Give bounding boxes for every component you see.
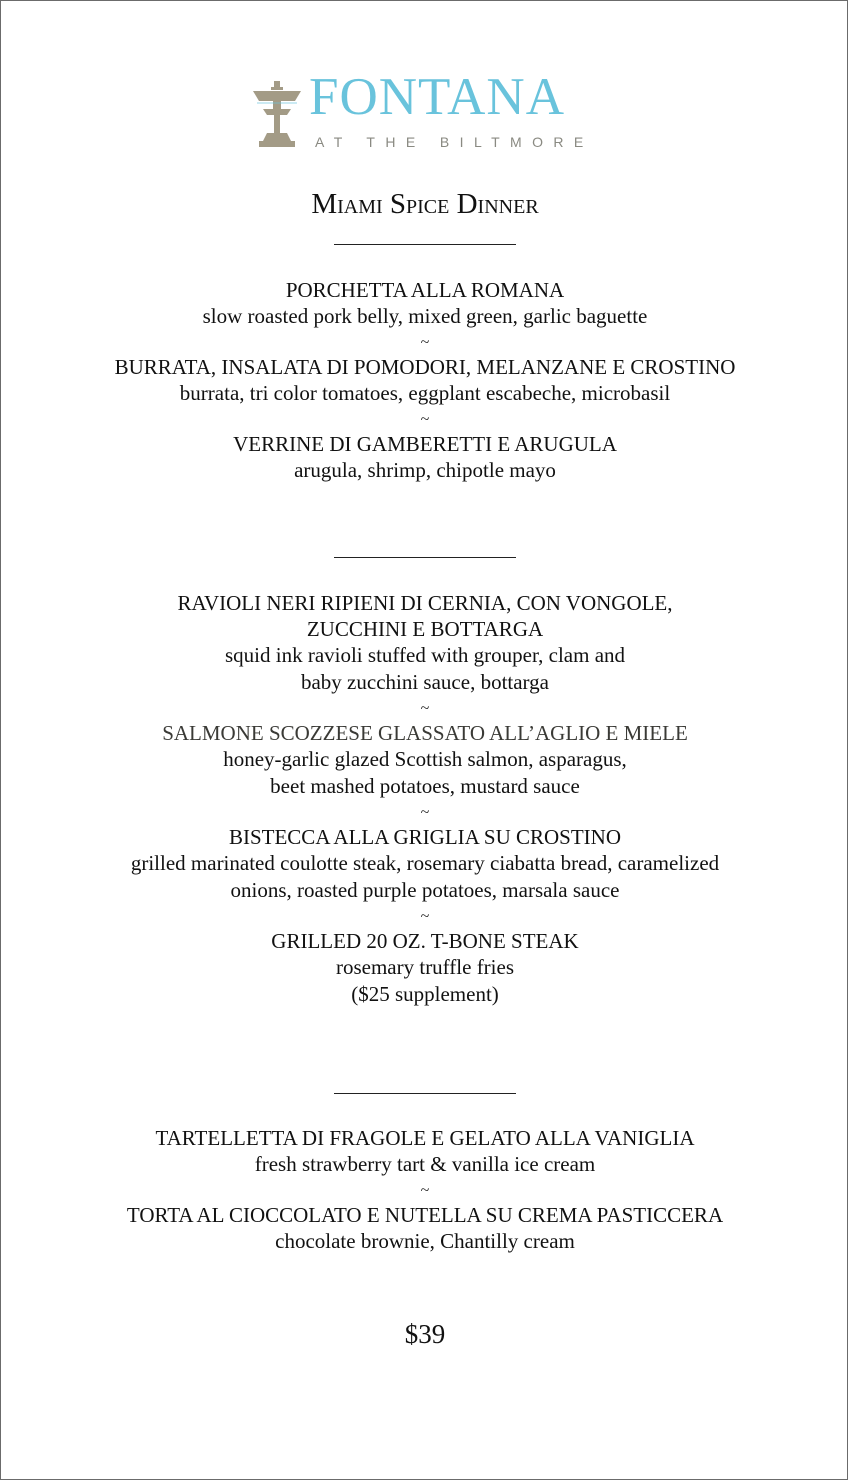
dish-name: PORCHETTA ALLA ROMANA — [285, 278, 565, 302]
menu-item — [1, 277, 848, 330]
item-separator: ~ — [420, 804, 430, 821]
dish-description: squid ink ravioli stuffed with grouper, clam and — [224, 643, 626, 667]
dish-name: RAVIOLI NERI RIPIENI DI CERNIA, CON VONGOLE, — [177, 591, 673, 615]
menu-item — [1, 354, 848, 407]
dish-description: grilled marinated coulotte steak, rosemary ciabatta bread, caramelized — [130, 851, 720, 875]
dish-name: SALMONE SCOZZESE GLASSATO ALL’AGLIO E MIELE — [162, 721, 688, 745]
logo-subtitle: AT THE BILTMORE — [315, 134, 594, 150]
item-separator: ~ — [420, 700, 430, 717]
dish-description: beet mashed potatoes, mustard sauce — [270, 774, 580, 798]
dish-name: TARTELLETTA DI FRAGOLE E GELATO ALLA VANIGLIA — [155, 1126, 695, 1150]
item-separator: ~ — [420, 334, 430, 351]
dish-description: slow roasted pork belly, mixed green, garlic baguette — [202, 304, 648, 328]
logo-wordmark: FONTANA — [309, 68, 565, 126]
dish-description: chocolate brownie, Chantilly cream — [275, 1229, 575, 1253]
section-appetizers — [1, 277, 848, 484]
dish-supplement: ($25 supplement) — [351, 982, 499, 1006]
menu-item — [1, 1202, 848, 1255]
menu-item — [1, 928, 848, 1008]
menu-item — [1, 720, 848, 800]
menu-title: Miami Spice Dinner — [311, 188, 539, 220]
dish-name: BURRATA, INSALATA DI POMODORI, MELANZANE E CROSTINO — [114, 355, 736, 379]
section-divider — [334, 1093, 516, 1094]
menu-price: $39 — [404, 1319, 446, 1349]
section-divider — [334, 244, 516, 245]
dish-name: TORTA AL CIOCCOLATO E NUTELLA SU CREMA PASTICCERA — [126, 1203, 724, 1227]
dish-description: rosemary truffle fries — [335, 955, 515, 979]
dish-description: arugula, shrimp, chipotle mayo — [294, 458, 556, 482]
dish-name: BISTECCA ALLA GRIGLIA SU CROSTINO — [228, 825, 622, 849]
section-divider — [334, 557, 516, 558]
dish-description: fresh strawberry tart & vanilla ice cream — [254, 1152, 596, 1176]
dish-name: GRILLED 20 OZ. T-BONE STEAK — [271, 929, 579, 953]
dish-name: VERRINE DI GAMBERETTI E ARUGULA — [233, 432, 617, 456]
dish-description: burrata, tri color tomatoes, eggplant escabeche, microbasil — [179, 381, 671, 405]
section-mains — [1, 590, 848, 1008]
item-separator: ~ — [420, 1182, 430, 1199]
dish-name: ZUCCHINI E BOTTARGA — [306, 617, 544, 641]
fountain-icon — [249, 81, 305, 151]
menu-item — [1, 431, 848, 484]
item-separator: ~ — [420, 411, 430, 428]
dish-description: onions, roasted purple potatoes, marsala sauce — [230, 878, 620, 902]
menu-item — [1, 590, 848, 696]
section-desserts — [1, 1125, 848, 1255]
menu-item — [1, 824, 848, 904]
menu-item — [1, 1125, 848, 1178]
item-separator: ~ — [420, 908, 430, 925]
fontana-logo — [249, 68, 609, 155]
dish-description: baby zucchini sauce, bottarga — [300, 670, 549, 694]
dish-description: honey-garlic glazed Scottish salmon, asparagus, — [223, 747, 627, 771]
